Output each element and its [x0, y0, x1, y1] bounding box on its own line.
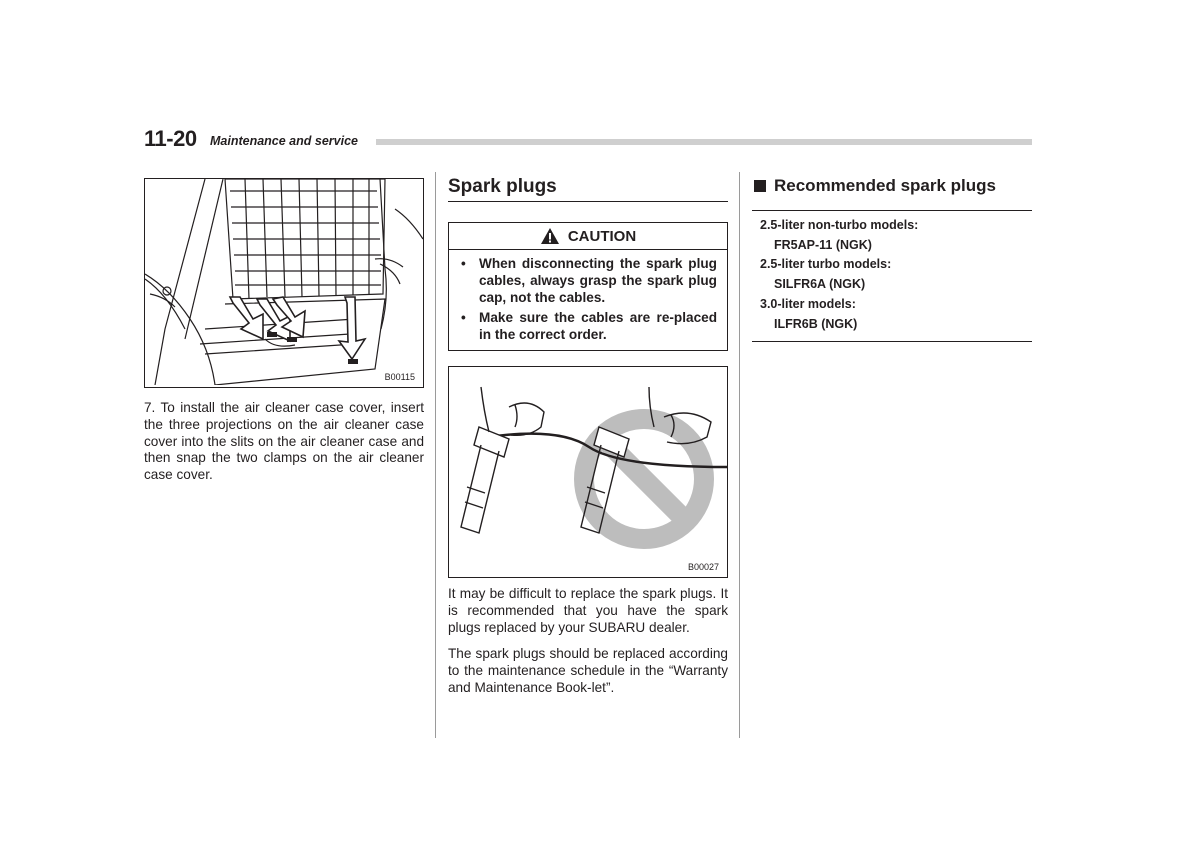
page-number: 11-20	[144, 126, 197, 151]
air-cleaner-illustration	[145, 179, 423, 385]
right-column	[752, 172, 1032, 342]
spec-plug: ILFR6B (NGK)	[774, 316, 858, 331]
air-cleaner-figure	[144, 178, 424, 388]
spark-plug-cable-illustration	[449, 367, 727, 575]
recommended-plugs-title: Recommended spark plugs	[774, 175, 997, 195]
recommended-plugs-heading	[752, 172, 1032, 211]
caution-box	[448, 222, 728, 351]
spec-model: 3.0-liter models:	[760, 296, 856, 311]
middle-column	[448, 172, 728, 697]
caution-item: • When disconnecting the spark plug cables, always grasp the spark plug cap, not the cables.	[459, 256, 717, 306]
section-title: Maintenance and service	[210, 134, 358, 148]
caution-item: • Make sure the cables are re-placed in the correct order.	[459, 310, 717, 344]
step-7-text: 7. To install the air cleaner case cover, insert the three projections on the air cleaner case cover into the slits on the air cleaner case and then snap the two clamps on the air cleaner case cover.	[144, 400, 424, 483]
caution-label: CAUTION	[567, 227, 637, 245]
caution-list	[449, 250, 727, 350]
caution-header	[449, 223, 727, 250]
spec-model: 2.5-liter non-turbo models:	[760, 218, 919, 232]
header-rule	[376, 139, 1032, 145]
replacement-schedule-text: The spark plugs should be replaced according to the maintenance schedule in the “Warranty and Maintenance Book-let”.	[448, 646, 728, 695]
column-divider-right	[739, 172, 740, 738]
column-divider-left	[435, 172, 436, 738]
spark-plug-cable-figure	[448, 366, 728, 578]
replacement-difficulty-text: It may be difficult to replace the spark plugs. It is recommended that you have the spark plugs replaced by your SUBARU dealer.	[448, 585, 728, 635]
figure-code: B00115	[384, 372, 415, 382]
figure-code: B00027	[687, 561, 719, 572]
warning-triangle-icon	[540, 227, 560, 245]
spark-plugs-heading: Spark plugs	[448, 172, 728, 202]
spark-plug-spec-list	[752, 211, 1032, 342]
section-square-icon	[754, 180, 766, 192]
spec-plug: FR5AP-11 (NGK)	[774, 237, 872, 252]
spec-model: 2.5-liter turbo models:	[760, 257, 892, 272]
left-column	[144, 178, 424, 484]
spec-plug: SILFR6A (NGK)	[774, 277, 866, 292]
page-header	[144, 126, 1032, 154]
